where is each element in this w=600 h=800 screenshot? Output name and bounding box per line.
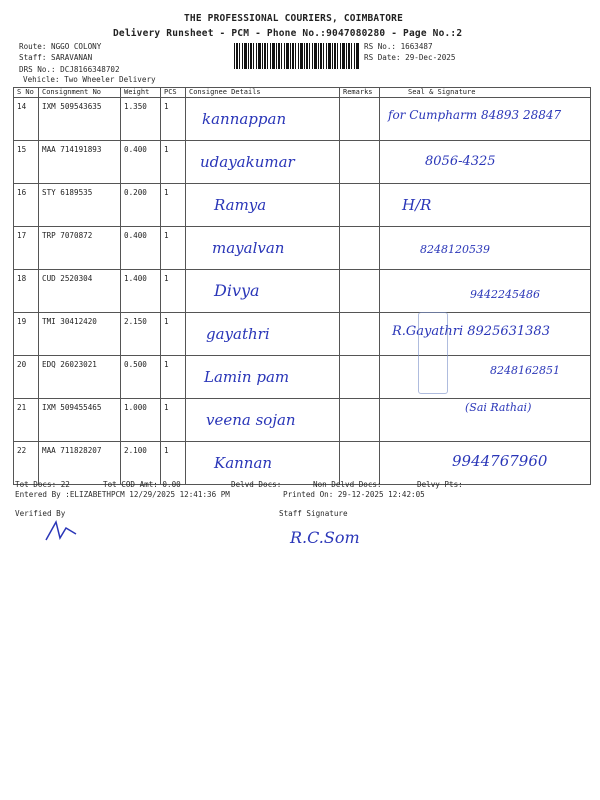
company-title: THE PROFESSIONAL COURIERS, COIMBATORE — [184, 13, 404, 24]
seal-handwriting: for Cumpharm 84893 28847 — [388, 108, 562, 122]
table-row — [14, 356, 591, 399]
table-row — [14, 184, 591, 227]
cell-seal — [380, 313, 591, 356]
cell-weight: 2.100 — [121, 442, 161, 485]
cell-consignee — [186, 313, 340, 356]
vehicle-label: Vehicle: Two Wheeler Delivery — [23, 75, 156, 84]
rs-date: RS Date: 29-Dec-2025 — [364, 53, 456, 62]
cell-remarks — [340, 399, 380, 442]
col-header-weight: Weight — [121, 88, 161, 98]
cell-remarks — [340, 313, 380, 356]
cell-seal — [380, 442, 591, 485]
cell-remarks — [340, 184, 380, 227]
table-row — [14, 141, 591, 184]
cell-consignment: TMI 30412420 — [39, 313, 121, 356]
table-row — [14, 313, 591, 356]
consignee-handwriting: veena sojan — [206, 411, 296, 429]
cell-weight: 0.400 — [121, 141, 161, 184]
col-header-seal: Seal & Signature — [380, 88, 591, 98]
cell-seal — [380, 141, 591, 184]
non-delvd-docs: Non Delvd Docs: — [313, 480, 382, 489]
consignee-handwriting: Divya — [214, 281, 260, 300]
cell-weight: 2.150 — [121, 313, 161, 356]
staff-signature: R.C.Som — [290, 528, 360, 547]
consignee-handwriting: Ramya — [214, 196, 267, 214]
barcode — [234, 43, 360, 69]
seal-handwriting: 8248120539 — [420, 243, 490, 256]
cell-consignee — [186, 399, 340, 442]
seal-handwriting: (Sai Rathai) — [465, 401, 532, 414]
cell-seal — [380, 399, 591, 442]
consignee-handwriting: udayakumar — [200, 153, 295, 171]
cell-consignee — [186, 184, 340, 227]
staff-label: Staff: SARAVANAN — [19, 53, 93, 62]
cell-weight: 0.400 — [121, 227, 161, 270]
delvd-docs: Delvd Docs: — [231, 480, 282, 489]
cell-weight: 1.400 — [121, 270, 161, 313]
table-row — [14, 399, 591, 442]
verified-by-label: Verified By — [15, 509, 66, 518]
cell-consignment: EDQ 26023021 — [39, 356, 121, 399]
verifier-signature — [42, 518, 82, 544]
cell-consignee — [186, 442, 340, 485]
consignee-handwriting: kannappan — [202, 110, 287, 128]
staff-signature-label: Staff Signature — [279, 509, 348, 518]
cell-consignee — [186, 141, 340, 184]
cell-sno: 22 — [14, 442, 39, 485]
consignee-handwriting: Kannan — [214, 454, 273, 472]
cell-weight: 0.200 — [121, 184, 161, 227]
col-header-remarks: Remarks — [340, 88, 380, 98]
cell-remarks — [340, 270, 380, 313]
entered-by: Entered By :ELIZABETHPCM 12/29/2025 12:41:36 PM — [15, 490, 230, 499]
cell-sno: 15 — [14, 141, 39, 184]
cell-pcs: 1 — [161, 227, 186, 270]
cell-pcs: 1 — [161, 442, 186, 485]
cell-pcs: 1 — [161, 270, 186, 313]
cell-seal — [380, 184, 591, 227]
table-row — [14, 270, 591, 313]
printed-on: Printed On: 29-12-2025 12:42:05 — [283, 490, 425, 499]
cell-remarks — [340, 356, 380, 399]
cell-sno: 19 — [14, 313, 39, 356]
cell-sno: 18 — [14, 270, 39, 313]
seal-handwriting: 9442245486 — [470, 288, 540, 301]
drs-number: DRS No.: DCJ8166348702 — [19, 65, 120, 74]
tot-cod-amt: Tot COD Amt: 0.00 — [103, 480, 181, 489]
cell-consignment: IXM 509455465 — [39, 399, 121, 442]
cell-remarks — [340, 98, 380, 141]
delvy-pts: Delvy Pts: — [417, 480, 463, 489]
cell-sno: 14 — [14, 98, 39, 141]
route-label: Route: NGGO COLONY — [19, 42, 102, 51]
cell-consignment: MAA 711828207 — [39, 442, 121, 485]
cell-consignee — [186, 270, 340, 313]
cell-consignment: MAA 714191893 — [39, 141, 121, 184]
table-row — [14, 98, 591, 141]
cell-pcs: 1 — [161, 98, 186, 141]
consignee-handwriting: Lamin pam — [204, 368, 290, 386]
runsheet-subtitle: Delivery Runsheet - PCM - Phone No.:9047080280 - Page No.:2 — [113, 28, 463, 39]
cell-remarks — [340, 227, 380, 270]
seal-handwriting: R.Gayathri 8925631383 — [392, 324, 550, 339]
cell-weight: 0.500 — [121, 356, 161, 399]
cell-sno: 17 — [14, 227, 39, 270]
cell-seal — [380, 227, 591, 270]
cell-pcs: 1 — [161, 184, 186, 227]
col-header-consignment: Consignment No — [39, 88, 121, 98]
col-header-consignee: Consignee Details — [186, 88, 340, 98]
cell-pcs: 1 — [161, 141, 186, 184]
cell-sno: 16 — [14, 184, 39, 227]
cell-consignment: TRP 7070872 — [39, 227, 121, 270]
seal-handwriting: H/R — [402, 196, 432, 214]
cell-consignment: STY 6189535 — [39, 184, 121, 227]
cell-pcs: 1 — [161, 356, 186, 399]
cell-consignee — [186, 356, 340, 399]
cell-consignee — [186, 98, 340, 141]
cell-weight: 1.000 — [121, 399, 161, 442]
table-row — [14, 442, 591, 485]
seal-handwriting: 8248162851 — [490, 364, 560, 377]
col-header-sno: S No — [14, 88, 39, 98]
cell-consignment: IXM 509543635 — [39, 98, 121, 141]
cell-sno: 20 — [14, 356, 39, 399]
table-header-row — [14, 88, 591, 98]
cell-consignee — [186, 227, 340, 270]
consignee-handwriting: gayathri — [206, 325, 270, 343]
cell-pcs: 1 — [161, 399, 186, 442]
seal-handwriting: 9944767960 — [452, 452, 548, 470]
cell-consignment: CUD 2520304 — [39, 270, 121, 313]
cell-remarks — [340, 141, 380, 184]
col-header-pcs: PCS — [161, 88, 186, 98]
cell-weight: 1.350 — [121, 98, 161, 141]
runsheet-table — [13, 87, 591, 485]
consignee-handwriting: mayalvan — [212, 239, 285, 257]
table-row — [14, 227, 591, 270]
tot-docs: Tot Docs: 22 — [15, 480, 70, 489]
cell-seal — [380, 270, 591, 313]
cell-pcs: 1 — [161, 313, 186, 356]
cell-remarks — [340, 442, 380, 485]
company-stamp — [418, 312, 448, 394]
cell-seal — [380, 356, 591, 399]
rs-number: RS No.: 1663487 — [364, 42, 433, 51]
cell-seal — [380, 98, 591, 141]
cell-sno: 21 — [14, 399, 39, 442]
seal-handwriting: 8056-4325 — [425, 154, 496, 169]
